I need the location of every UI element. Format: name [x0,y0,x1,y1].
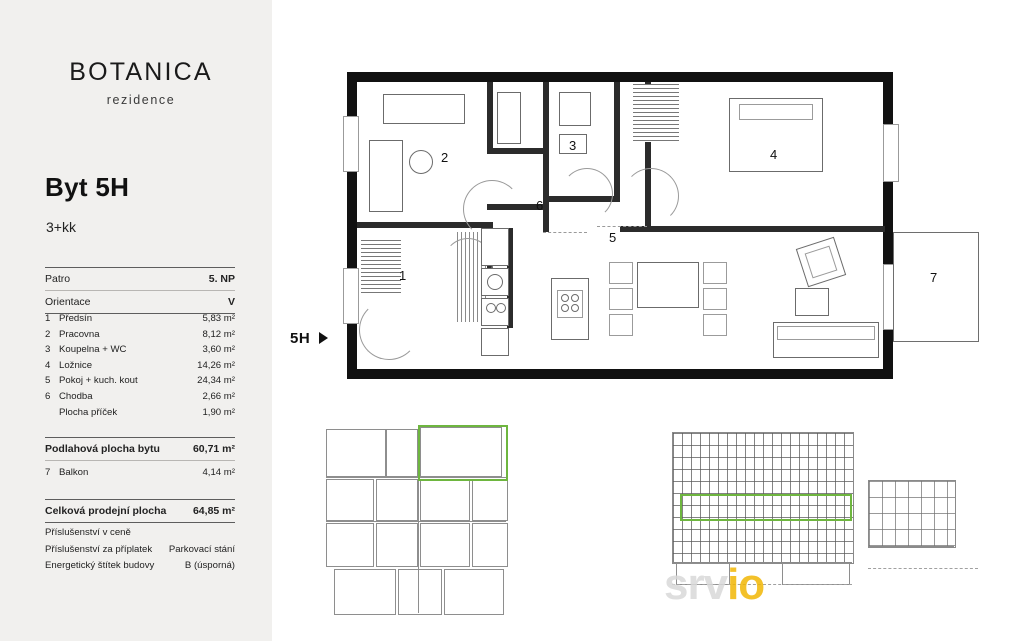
unit-layout: 3+kk [46,219,76,235]
elevation-side-dashed-ground [868,568,978,569]
wall-interior-horizontal-a [487,148,549,154]
meta-label: Patro [45,273,71,285]
wall-top [347,72,893,82]
wall-interior-vertical-a [487,82,493,154]
room-area: 4,14 m² [202,467,235,478]
room-name: Koupelna + WC [59,344,127,356]
kitchen-hob [481,298,509,326]
room-list [45,311,235,420]
wardrobe-furniture [369,140,403,212]
extras-value: B (úsporná) [184,560,235,571]
kitchen-unit-a [481,228,509,266]
room-number-marker: 2 [441,150,449,165]
meta-row [45,294,235,310]
wall-bottom [347,369,893,379]
keyplan-block [398,569,442,615]
plan-area [272,0,1024,641]
extras-row [45,525,235,542]
elevation-side-facade [868,480,956,548]
room-area: 24,34 m² [197,375,235,387]
window-left-2 [343,268,359,324]
room-number-marker: 1 [399,268,407,283]
extras-list [45,525,235,575]
sliding-door-line [597,226,647,227]
room-number-marker: 7 [930,270,938,285]
room-row [45,311,235,327]
wall-interior-vertical-c [614,82,620,200]
room-area: 14,26 m² [197,359,235,371]
desk-furniture [383,94,465,124]
keyplan-block [326,523,374,567]
extras-label: Energetický štítek budovy [45,560,155,571]
extras-row [45,558,235,575]
room-row [45,389,235,405]
meta-table [45,264,235,317]
page-title: Byt 5H [45,172,130,202]
room-area: 3,60 m² [202,344,235,356]
info-sidebar [0,0,272,641]
room-name: Ložnice [59,359,93,371]
keyplan-block [334,569,396,615]
total-value: 60,71 m² [192,443,235,455]
room-row [45,373,235,389]
keyplan-block [472,523,508,567]
room-name: Plocha příček [59,406,118,418]
bathtub-furniture [497,92,521,144]
balcony-row [45,465,235,481]
keyplan-block [444,569,504,615]
hob-burner-icon [496,303,506,313]
elevation-highlight [680,494,852,521]
room-row [45,358,235,374]
room-row-partitions [45,405,235,421]
dining-table [637,262,699,308]
keyplan-block [326,429,386,477]
sofa-back [777,326,875,340]
extras-value: Parkovací stání [168,543,235,555]
keyplan-block [326,479,374,521]
dining-chair [609,262,633,284]
total-value: 64,85 m² [192,505,235,517]
room-name: Pokoj + kuch. kout [59,375,138,387]
window-right-1 [883,124,899,182]
room-name: Chodba [59,390,93,402]
room-area: 2,66 m² [202,390,235,402]
entry-arrow-icon [319,332,328,344]
round-table-furniture [409,150,433,174]
wall-interior-horizontal-e [620,226,885,232]
room-number [45,405,59,421]
sliding-door-line [543,232,587,233]
brand-logo [46,58,236,107]
elevation-ground-block [782,563,850,585]
divider [45,267,235,268]
room-area: 8,12 m² [202,328,235,340]
room-area: 5,83 m² [202,313,235,324]
brand-name: BOTANICA [69,58,213,86]
meta-value: V [227,296,235,308]
bed-pillow [739,104,813,120]
meta-value: 5. NP [208,273,235,285]
room-number-marker: 6 [536,198,544,213]
keyplan-block [376,479,418,521]
watermark-text: srv [664,560,728,609]
keyplan-block [386,429,418,477]
keyplan-line [326,521,506,522]
total-row [45,441,235,457]
dining-chair [703,262,727,284]
dining-chair [609,288,633,310]
door-arc-bedroom [623,168,679,224]
island-burner-icon [571,294,579,302]
room-number: 6 [45,390,51,402]
room-name: Pracovna [59,328,100,340]
dining-chair [703,314,727,336]
elevation-side [868,480,980,590]
keyplan-block [420,479,470,521]
keyplan-block [420,523,470,567]
elevation-main [672,432,854,590]
room-number: 3 [45,344,51,356]
keyplan-block [376,523,418,567]
room-number: 4 [45,359,51,371]
room-number-marker: 3 [569,138,577,153]
dining-chair [703,288,727,310]
island-burner-icon [561,304,569,312]
side-table-furniture [795,288,829,316]
elevation-dashed-ground [672,584,852,585]
room-number: 7 [45,467,51,478]
total-row [45,503,235,519]
room-name: Předsín [59,313,93,324]
dining-chair [609,314,633,336]
room-row [45,327,235,343]
keyplan-highlight [418,425,508,481]
floor-area-total [45,434,235,481]
watermark-accent: io [727,560,765,609]
kitchen-unit-b [481,328,509,356]
room-name: Balkon [59,467,89,478]
elevation-ground-block [676,563,730,585]
window-left-1 [343,116,359,172]
divider [45,290,235,291]
divider [45,460,235,461]
elevation-side-base-line [868,546,954,547]
divider [45,522,235,523]
brand-subtitle: rezidence [106,93,176,107]
sale-area-total [45,496,235,526]
kitchen-island-hob [557,290,583,318]
room-row [45,342,235,358]
extras-label: Příslušenství v ceně [45,527,131,538]
total-label: Celková prodejní plocha [45,505,167,517]
total-label: Podlahová plocha bytu [45,443,160,455]
door-arc-bathroom [561,168,613,220]
room-number: 2 [45,328,51,340]
radiator-hatch-left [361,240,401,296]
room-number: 5 [45,375,51,387]
shaft-hatch-top [633,84,679,142]
meta-row [45,271,235,287]
room-number: 1 [45,313,51,324]
balcony-outline [893,232,979,342]
entry-label: 5H [290,330,311,347]
key-plan-floor [324,425,534,620]
island-burner-icon [561,294,569,302]
extras-label: Příslušenství za příplatek [45,543,153,555]
meta-label: Orientace [45,296,91,308]
room-number-marker: 5 [609,230,617,245]
sink-bowl-icon [487,274,503,290]
island-burner-icon [571,304,579,312]
divider [45,499,235,500]
divider [45,437,235,438]
keyplan-block [472,479,508,521]
floor-plan [347,72,977,387]
door-arc-entry [359,300,419,360]
room-number-marker: 4 [770,147,778,162]
extras-row [45,542,235,559]
hob-burner-icon [486,303,496,313]
shower-furniture [559,92,591,126]
room-area: 1,90 m² [202,406,235,418]
